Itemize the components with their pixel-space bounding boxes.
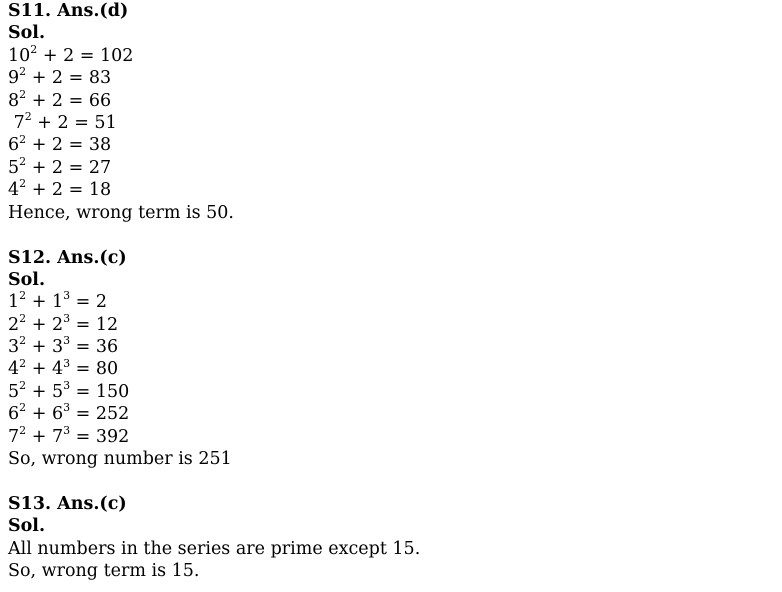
conclusion-text: Hence, wrong term is 50. <box>8 202 234 223</box>
answer-heading: S11. Ans.(d) <box>8 1 129 21</box>
equation-line: $7^2 + 7^3 = 392$ <box>8 423 130 447</box>
section-spacer <box>8 470 782 493</box>
equation-line: $4^2 + 2 = 18$ <box>8 177 112 201</box>
sol-label: Sol. <box>8 269 46 290</box>
section-spacer <box>8 224 782 247</box>
explanation-text: All numbers in the series are prime except 15. <box>8 538 421 559</box>
solution-s13 <box>8 493 782 583</box>
equation-line: $8^2 + 2 = 66$ <box>8 87 112 111</box>
equation-line: $4^2 + 4^3 = 80$ <box>8 356 119 380</box>
sol-label: Sol. <box>8 23 46 44</box>
equation-line: $10^2 + 2 = 102$ <box>8 42 134 66</box>
equation-line: $3^2 + 3^3 = 36$ <box>8 334 119 358</box>
equation-line: $5^2 + 5^3 = 150$ <box>8 379 130 402</box>
conclusion-text: So, wrong term is 15. <box>8 561 200 582</box>
answer-heading: S12. Ans.(c) <box>8 247 127 268</box>
equation-line: $9^2 + 2 = 83$ <box>8 65 112 89</box>
equation-line: $5^2 + 2 = 27$ <box>8 154 112 178</box>
solution-s12 <box>8 247 782 471</box>
conclusion-text: So, wrong number is 251 <box>8 449 232 470</box>
equation-line: $7^2 + 2 = 51$ <box>13 110 117 133</box>
equation-line: $6^2 + 6^3 = 252$ <box>8 401 130 425</box>
equation-line: $6^2 + 2 = 38$ <box>8 132 112 156</box>
equation-line: $1^2 + 1^3 = 2$ <box>8 289 108 313</box>
sol-label: Sol. <box>8 516 46 537</box>
answer-heading: S13. Ans.(c) <box>8 494 127 514</box>
solution-s11 <box>8 0 782 224</box>
equation-line: $2^2 + 2^3 = 12$ <box>8 311 119 335</box>
